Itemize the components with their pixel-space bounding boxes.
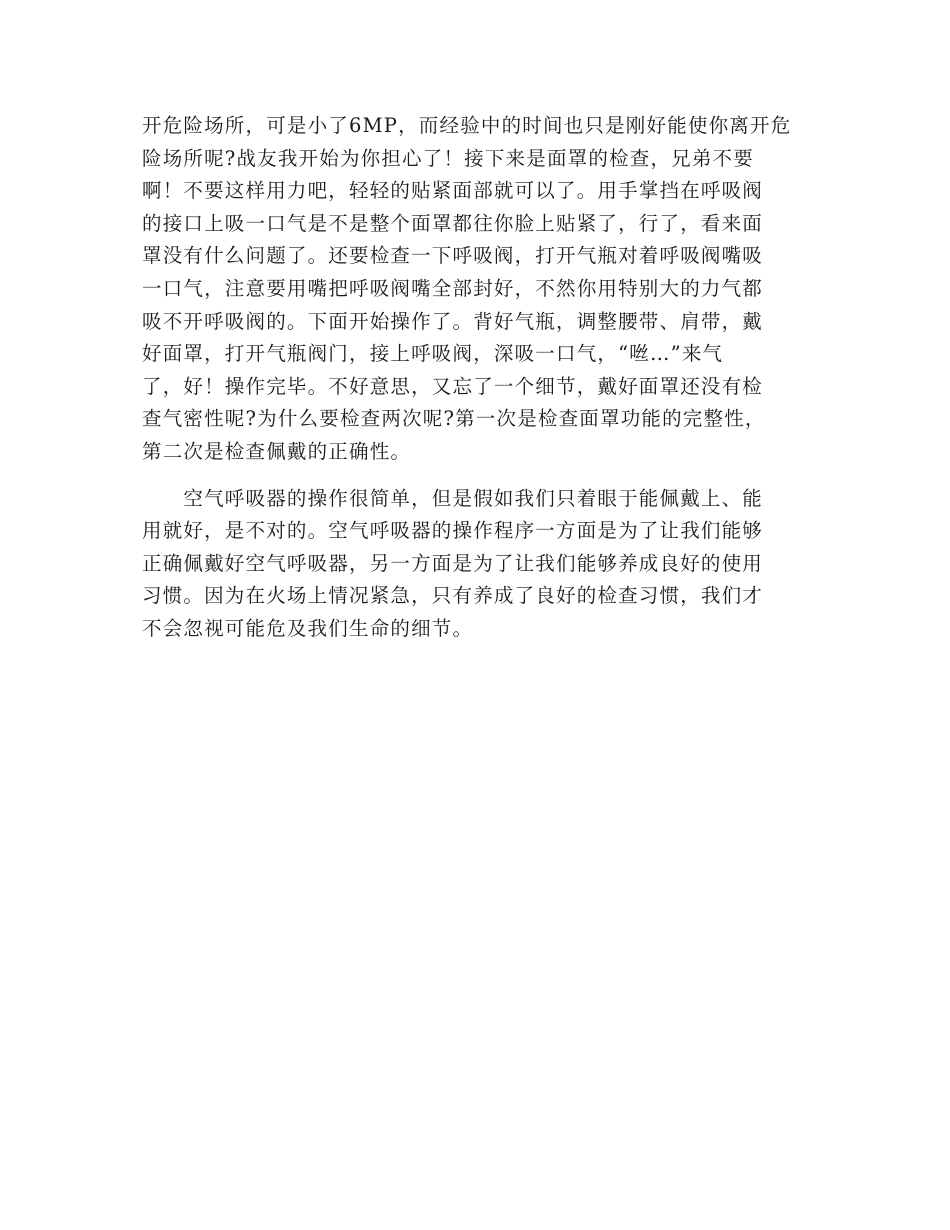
paragraph-1 [142, 110, 812, 469]
text-line: 险场所呢?战友我开始为你担心了！接下来是面罩的检查，兄弟不要 [142, 146, 754, 170]
text-line: 罩没有什么问题了。还要检查一下呼吸阀，打开气瓶对着呼吸阀嘴吸 [142, 244, 764, 268]
text-line: 啊！不要这样用力吧，轻轻的贴紧面部就可以了。用手掌挡在呼吸阀 [142, 179, 764, 203]
text-line: 查气密性呢?为什么要检查两次呢?第一次是检查面罩功能的完整性， [142, 407, 766, 431]
text-line: 一口气，注意要用嘴把呼吸阀嘴全部封好，不然你用特别大的力气都 [142, 276, 764, 300]
text-line: 的接口上吸一口气是不是整个面罩都往你脸上贴紧了，行了，看来面 [142, 211, 764, 235]
text-line: 空气呼吸器的操作很简单，但是假如我们只着眼于能佩戴上、能 [142, 486, 764, 510]
text-line: 正确佩戴好空气呼吸器，另一方面是为了让我们能够养成良好的使用 [142, 551, 764, 575]
text-line: 第二次是检查佩戴的正确性。 [142, 439, 412, 463]
text-line: 吸不开呼吸阀的。下面开始操作了。背好气瓶，调整腰带、肩带，戴 [142, 309, 764, 333]
text-line: 习惯。因为在火场上情况紧急，只有养成了良好的检查习惯，我们才 [142, 584, 764, 608]
text-line: 不会忽视可能危及我们生命的细节。 [142, 616, 474, 640]
paragraph-2 [142, 483, 812, 646]
text-line: 开危险场所，可是小了6MP，而经验中的时间也只是刚好能使你离开危 [142, 114, 792, 137]
text-line: 了，好！操作完毕。不好意思，又忘了一个细节，戴好面罩还没有检 [142, 374, 764, 398]
paragraph-spacer [142, 469, 812, 483]
text-line: 好面罩，打开气瓶阀门，接上呼吸阀，深吸一口气，“咝…”来气 [142, 342, 724, 366]
document-body [142, 110, 812, 646]
text-line: 用就好，是不对的。空气呼吸器的操作程序一方面是为了让我们能够 [142, 519, 764, 543]
